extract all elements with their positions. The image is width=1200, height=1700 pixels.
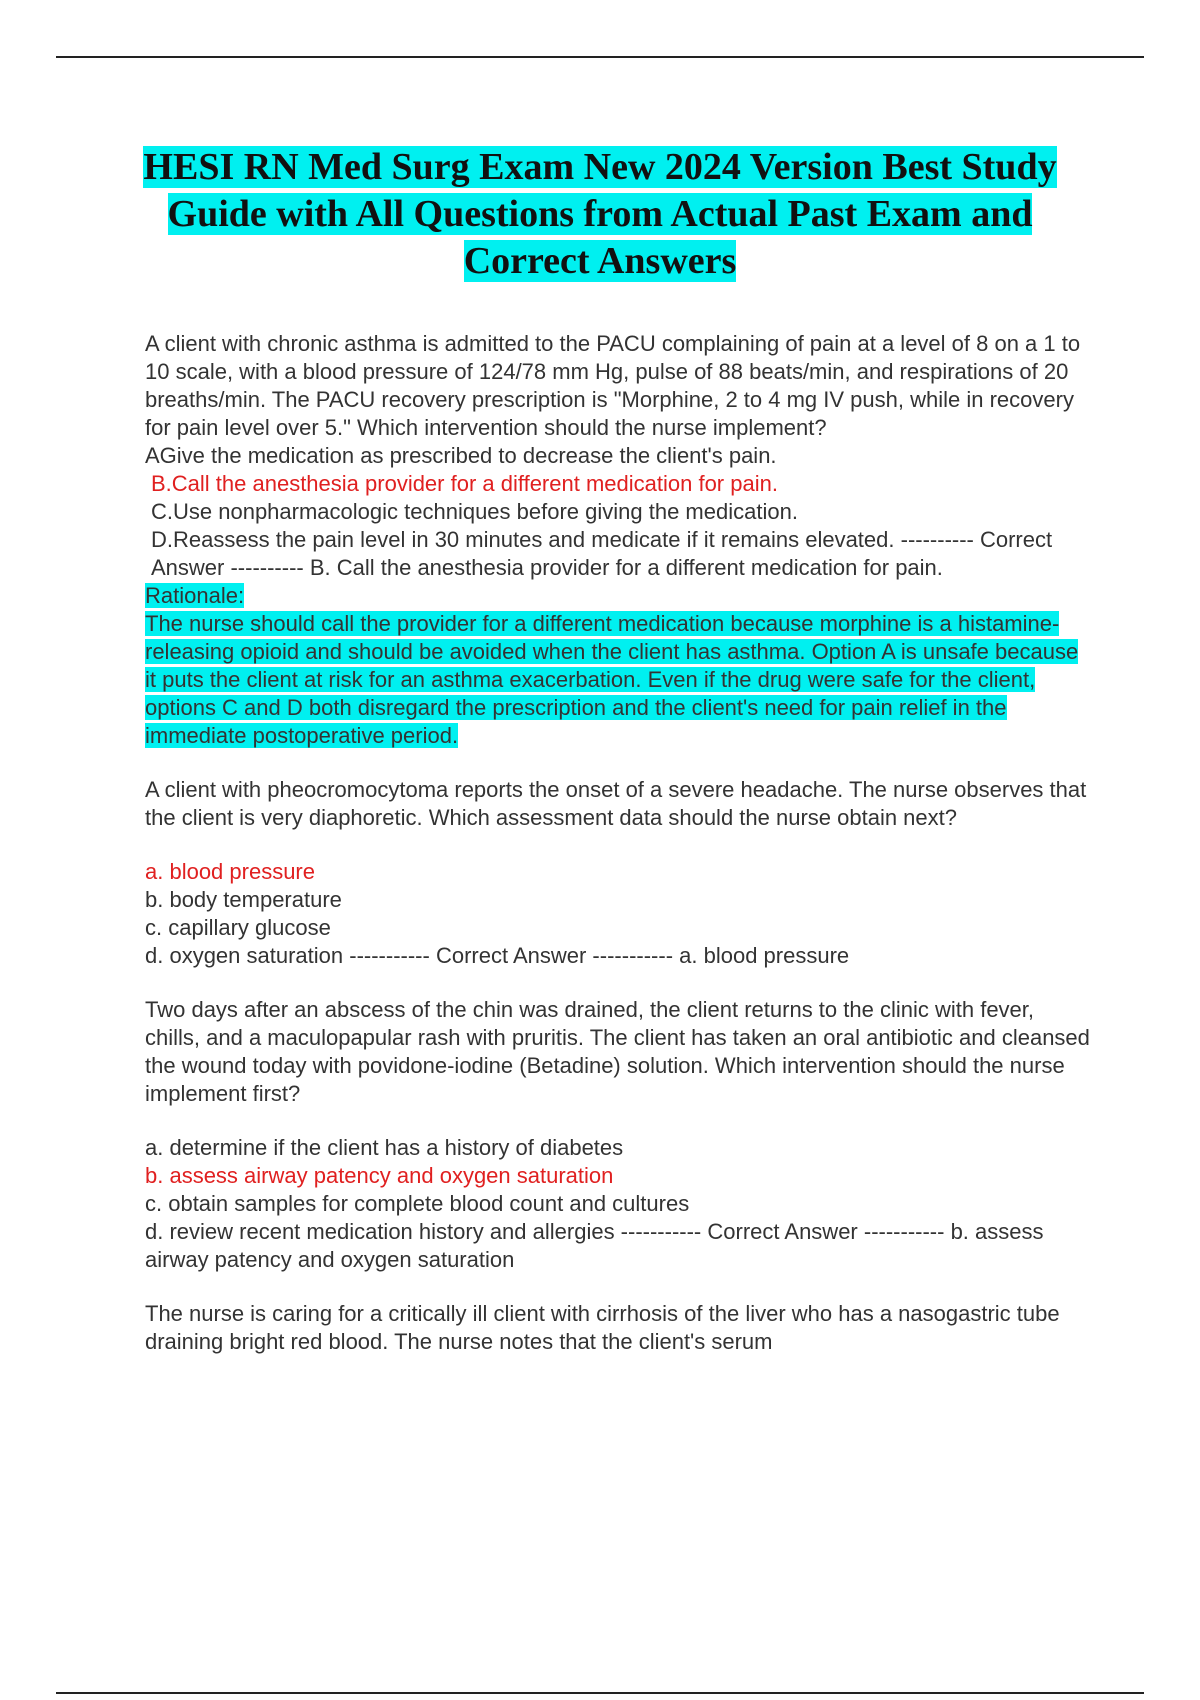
q3-option-b-correct: b. assess airway patency and oxygen saturation (145, 1163, 614, 1188)
q1-rationale-label-line (145, 582, 1090, 610)
q3-option-c: c. obtain samples for complete blood count and cultures (145, 1191, 690, 1216)
q3-option-d-answer: d. review recent medication history and allergies ----------- Correct Answer ----------- b. assess airway patency and oxygen saturation (145, 1219, 1044, 1272)
top-rule (56, 56, 1144, 58)
q1-option-a: AGive the medication as prescribed to decrease the client's pain. (145, 443, 777, 468)
q2-option-b: b. body temperature (145, 887, 342, 912)
q1-rationale-label: Rationale: (145, 583, 245, 608)
title-highlight: HESI RN Med Surg Exam New 2024 Version Best Study Guide with All Questions from Actual Past Exam and Correct Answers (143, 146, 1057, 282)
document-body (145, 330, 1090, 1356)
q2-option-c: c. capillary glucose (145, 915, 331, 940)
q1-stem: A client with chronic asthma is admitted to the PACU complaining of pain at a level of 8 on a 1 to 10 scale, with a blood pressure of 124/78 mm Hg, pulse of 88 beats/min, and respirations of 20 breaths/min. The PACU recovery prescription is "Morphine, 2 to 4 mg IV push, while in recovery for pain level over 5." Which intervention should the nurse implement? (145, 331, 1081, 440)
q3-option-a: a. determine if the client has a history of diabetes (145, 1135, 624, 1160)
page-title (140, 144, 1060, 285)
q3-stem: Two days after an abscess of the chin was drained, the client returns to the clinic with fever, chills, and a maculopapular rash with pruritis. The client has taken an oral antibiotic and cleansed the wound today with povidone-iodine (Betadine) solution. Which intervention should the nurse implement first? (145, 997, 1090, 1106)
q2-option-a-correct: a. blood pressure (145, 859, 315, 884)
q2-stem: A client with pheocromocytoma reports the onset of a severe headache. The nurse observes that the client is very diaphoretic. Which assessment data should the nurse obtain next? (145, 777, 1087, 830)
q1-rationale-line (145, 610, 1090, 750)
q1-option-b-correct: B.Call the anesthesia provider for a different medication for pain. (151, 471, 778, 496)
q1-option-c: C.Use nonpharmacologic techniques before giving the medication. (151, 499, 798, 524)
q1-option-d-answer: D.Reassess the pain level in 30 minutes and medicate if it remains elevated. ---------- Correct Answer ---------- B. Call the anesthesia provider for a different medication for pain. (151, 527, 1053, 580)
q2-option-d-answer: d. oxygen saturation ----------- Correct Answer ----------- a. blood pressure (145, 943, 850, 968)
q4-stem: The nurse is caring for a critically ill client with cirrhosis of the liver who has a nasogastric tube draining bright red blood. The nurse notes that the client's serum (145, 1301, 1060, 1354)
q1-rationale-text: The nurse should call the provider for a different medication because morphine is a histamine-releasing opioid and should be avoided when the client has asthma. Option A is unsafe because it puts the client at risk for an asthma exacerbation. Even if the drug were safe for the client, options C and D both disregard the prescription and the client's need for pain relief in the immediate postoperative period. (145, 611, 1079, 748)
bottom-rule (56, 1692, 1144, 1694)
